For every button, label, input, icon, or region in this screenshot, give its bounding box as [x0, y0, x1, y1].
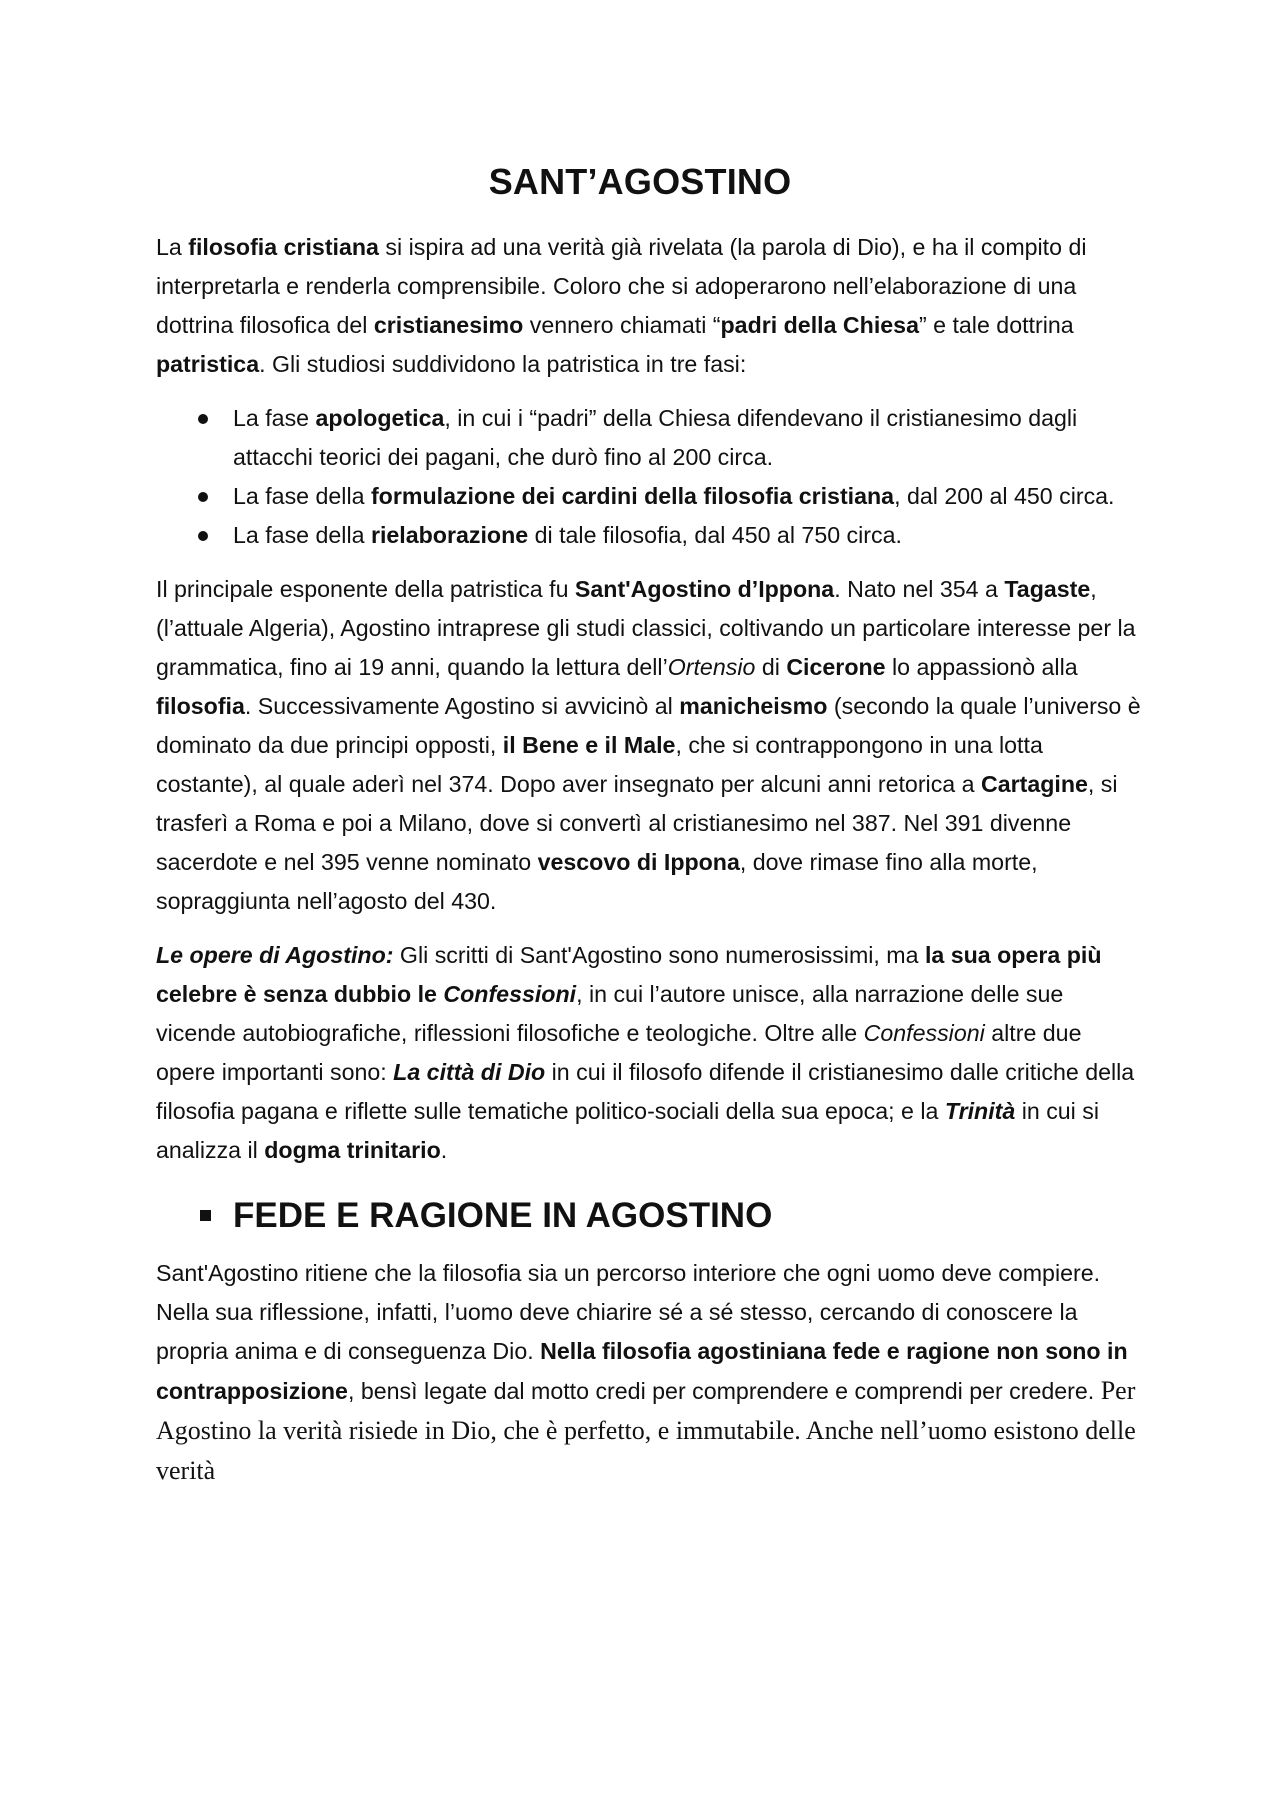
phase-bold: formulazione dei cardini della filosofia cristiana	[370, 483, 895, 509]
bio-text: , dove rimase fino alla morte, sopraggiunta nell’agosto del 430.	[156, 849, 1038, 914]
faith-bold: Nella filosofia agostiniana fede e ragione non sono in contrapposizione	[156, 1338, 1128, 1404]
works-text: .	[440, 1137, 448, 1163]
works-title-confessioni: Confessioni	[443, 981, 577, 1007]
list-item	[156, 516, 1146, 555]
phase-bold: rielaborazione	[370, 522, 529, 548]
intro-bold-2: cristianesimo	[373, 312, 524, 338]
works-label: Le opere di Agostino:	[156, 942, 394, 968]
phase-text: La fase	[233, 405, 316, 431]
bio-text: , che si contrappongono in una lotta costante), al quale aderì nel 374. Dopo aver insegnato per alcuni anni retorica a	[156, 732, 1043, 797]
bio-bold: vescovo di Ippona	[537, 849, 740, 875]
section-heading	[156, 1192, 1146, 1240]
works-paragraph	[156, 936, 1146, 1170]
list-item	[156, 477, 1146, 516]
bio-text: . Successivamente Agostino si avvicinò al	[244, 693, 680, 719]
faith-text: Sant'Agostino ritiene che la filosofia sia un percorso interiore che ogni uomo deve compiere. Nella sua riflessione, infatti, l’uomo deve chiarire sé a sé stesso, cercando di conoscere la propria anima e di conseguenza Dio.	[156, 1260, 1101, 1364]
works-text: , in cui l’autore unisce, alla narrazione delle sue vicende autobiografiche, riflessioni filosofiche e teologiche. Oltre alle	[156, 981, 1064, 1046]
bio-text: lo appassionò alla	[885, 654, 1078, 680]
works-title-trinita: Trinità	[944, 1098, 1016, 1124]
phase-text: di tale filosofia, dal 450 al 750 circa.	[528, 522, 902, 548]
bio-text: , (l’attuale Algeria), Agostino intraprese gli studi classici, coltivando un particolare interesse per la grammatica, fino ai 19 anni, quando la lettura dell’	[156, 576, 1136, 680]
faith-paragraph	[156, 1254, 1146, 1491]
works-title-citta-di-dio: La città di Dio	[393, 1059, 546, 1085]
works-bold: dogma trinitario	[264, 1137, 441, 1163]
phase-text: La fase della	[233, 522, 371, 548]
bio-bold: Tagaste	[1004, 576, 1091, 602]
square-bullet-icon	[200, 1210, 211, 1221]
faith-text: , bensì legate dal motto credi per comprendere e comprendi per credere.	[347, 1378, 1101, 1404]
biography-paragraph	[156, 570, 1146, 921]
bio-bold: manicheismo	[679, 693, 828, 719]
list-item	[156, 399, 1146, 477]
bio-text: di	[755, 654, 787, 680]
works-text: in cui il filosofo difende il cristianesimo dalle critiche della filosofia pagana e riflette sulle tematiche politico-sociali della sua epoca; e la	[156, 1059, 1135, 1124]
page-title: SANT’AGOSTINO	[488, 161, 792, 202]
intro-bold-4: patristica	[156, 351, 260, 377]
intro-text-1: La	[156, 234, 189, 260]
phase-text: , in cui i “padri” della Chiesa difendevano il cristianesimo dagli attacchi teorici dei pagani, che durò fino al 200 circa.	[233, 405, 1078, 470]
bio-italic: Ortensio	[667, 654, 756, 680]
intro-paragraph	[156, 228, 1146, 384]
intro-text-5: . Gli studiosi suddividono la patristica in tre fasi:	[259, 351, 747, 377]
phase-text: La fase della	[233, 483, 371, 509]
intro-text-4: ” e tale dottrina	[918, 312, 1074, 338]
phase-text: , dal 200 al 450 circa.	[894, 483, 1115, 509]
bio-bold: Sant'Agostino d’Ippona	[574, 576, 835, 602]
phases-list	[156, 399, 1146, 555]
bio-text: Il principale esponente della patristica fu	[156, 576, 575, 602]
section-heading-text: FEDE E RAGIONE IN AGOSTINO	[233, 1196, 773, 1235]
bullet-dot-icon	[198, 414, 208, 424]
faith-serif-text: Per Agostino la verità risiede in Dio, che è perfetto, e immutabile. Anche nell’uomo esistono delle verità	[156, 1376, 1136, 1485]
phase-bold: apologetica	[315, 405, 445, 431]
bio-text: , si trasferì a Roma e poi a Milano, dove si convertì al cristianesimo nel 387. Nel 391 divenne sacerdote e nel 395 venne nominato	[156, 771, 1118, 875]
bio-text: (secondo la quale l’universo è dominato da due principi opposti,	[156, 693, 1141, 758]
intro-text-2: si ispira ad una verità già rivelata (la parola di Dio), e ha il compito di interpretarla e renderla comprensibile. Coloro che si adoperarono nell’elaborazione di una dottrina filosofica del	[156, 234, 1087, 338]
bullet-dot-icon	[198, 531, 208, 541]
works-text: Gli scritti di Sant'Agostino sono numerosissimi, ma	[393, 942, 925, 968]
bullet-dot-icon	[198, 492, 208, 502]
works-text: in cui si analizza il	[156, 1098, 1100, 1163]
document-body	[156, 228, 1146, 1506]
intro-text-3: vennero chiamati “	[523, 312, 721, 338]
bio-bold: Cicerone	[786, 654, 886, 680]
bio-bold: Cartagine	[980, 771, 1088, 797]
works-text: altre due opere importanti sono:	[156, 1020, 1082, 1085]
bio-text: . Nato nel 354 a	[834, 576, 1005, 602]
bio-bold: il Bene e il Male	[502, 732, 676, 758]
intro-bold-1: filosofia cristiana	[188, 234, 379, 260]
works-italic: Confessioni	[863, 1020, 985, 1046]
works-bold: la sua opera più celebre è senza dubbio le	[156, 942, 1102, 1007]
intro-bold-3: padri della Chiesa	[720, 312, 919, 338]
bio-bold: filosofia	[156, 693, 245, 719]
